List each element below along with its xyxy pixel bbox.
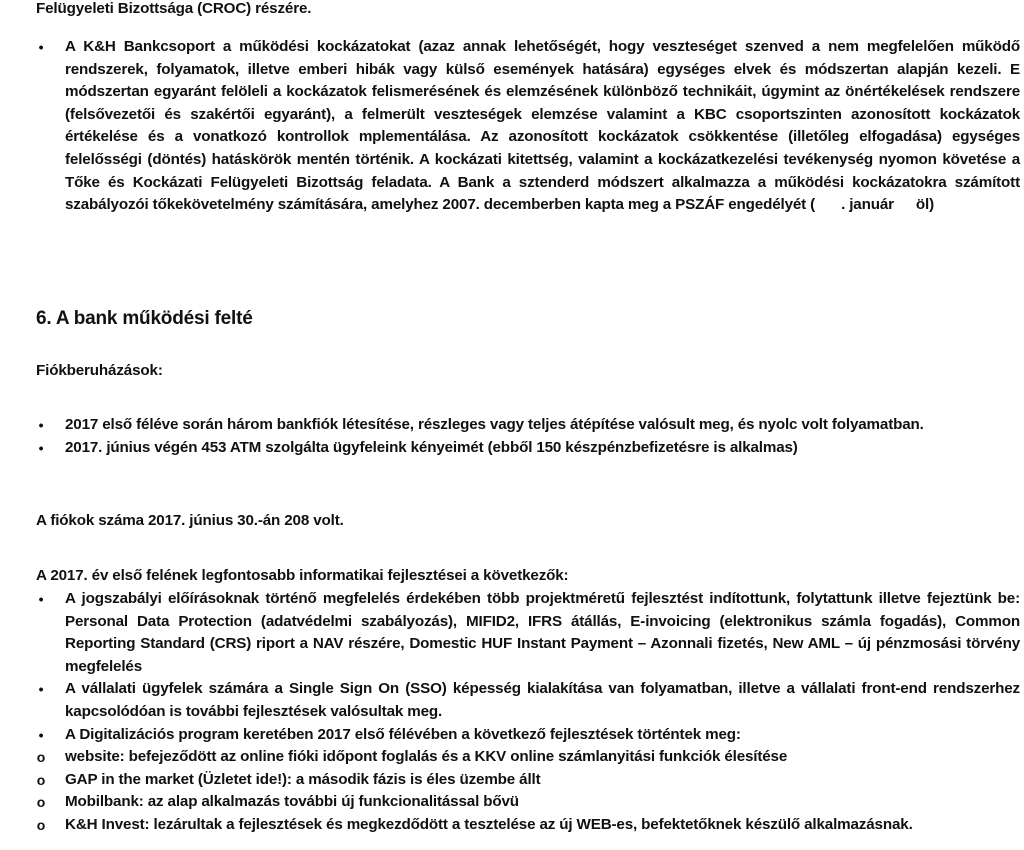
bullet-mark: • (38, 39, 44, 55)
it-bullet-list (0, 588, 1024, 837)
it-bullet (0, 678, 1024, 723)
sub-mark: o (36, 794, 46, 811)
digital-item-text: website: befejeződött az online fióki időpont foglalás és a KKV online számlanyitási funkciók élesítése (65, 748, 788, 766)
branch-bullet-list (0, 414, 1024, 459)
risk-text-1: A K&H Bankcsoport a (65, 38, 240, 55)
risk-bullet (0, 36, 1024, 217)
risk-text-3: . január (841, 196, 894, 214)
branch-bullet-text: 2017 első féléve során három bankfiók létesítése, részleges vagy teljes átépítése valósult meg, és nyolc volt folyamatban. (65, 416, 924, 433)
sub-mark: o (36, 749, 46, 766)
it-bullet-text: A vállalati ügyfelek számára a Single Sign On (SSO) képesség kialakítása van folyamatban, illetve a vállalati front-end rendszerhez kapcsolódóan is további fejlesztések valósultak meg. (65, 680, 1020, 720)
digital-item-text: GAP in the market (Üzletet ide!): a második fázis is éles üzembe állt (65, 770, 541, 788)
branch-count-line: A fiókok száma 2017. június 30.-án 208 volt. (36, 512, 344, 529)
digital-item (0, 791, 1024, 814)
section-heading: 6. A bank működési felté (36, 308, 253, 329)
digital-item (0, 814, 1024, 837)
top-line: Felügyeleti Bizottsága (CROC) részére. (36, 0, 312, 17)
sub-mark: o (36, 816, 46, 833)
bullet-mark: • (38, 591, 44, 607)
bullet-mark: • (38, 439, 44, 456)
branch-bullet-text: 2017. június végén 453 ATM szolgálta ügyfeleink kényeimét (ebből 150 készpénzbefizetésre is alkalmas) (65, 438, 798, 456)
sub-mark: o (36, 771, 46, 788)
it-intro: A 2017. év első felének legfontosabb informatikai fejlesztései a következők: (36, 567, 569, 584)
bullet-mark: • (38, 417, 44, 433)
digital-item-text: K&H Invest: lezárultak a fejlesztések és megkezdődött a tesztelése az új WEB-es, befektetőknek készülő alkalmazásnak. (65, 815, 913, 833)
bullet-mark: • (38, 726, 44, 743)
branch-label: Fiókberuházások: (36, 362, 163, 379)
it-bullet (0, 588, 1024, 678)
risk-bullet-list (0, 36, 1024, 217)
digital-item (0, 746, 1024, 769)
it-bullet-text: A Digitalizációs program keretében 2017 első félévében a következő fejlesztések történtek meg: (65, 725, 741, 743)
branch-bullet (0, 437, 1024, 460)
bullet-mark: • (38, 681, 44, 698)
it-bullet (0, 724, 1024, 747)
risk-text-4: öl) (915, 196, 934, 214)
branch-bullet (0, 414, 1024, 437)
it-bullet-text: A jogszabályi előírásoknak történő megfelelés érdekében több projektméretű fejlesztést indítottunk, folytattunk illetve fejeztünk be: Personal Data Protection (adatvédelmi szabályozás), MIFID2, IFRS átállás, E-invoicing (elektronikus számla fogadás), Common Reporting Standard (CRS) riport a NAV részére, Domestic HUF Instant Payment – Azonnali fizetés, New AML – új pénzmosási törvény megfelelés (65, 590, 1020, 675)
risk-emph: működési kockázatokat (239, 38, 411, 55)
digital-item-text: Mobilbank: az alap alkalmazás további új funkcionalitással bővü (65, 793, 519, 811)
risk-text-2: (azaz annak lehetőségét, hogy veszteséget szenved a nem megfelelően működő rendszerek, folyamatok, illetve emberi hibák vagy külső események hatására) egységes elvek és módszertan alapján kezeli. E módszertan egyaránt felöleli a kockázatok felismerésének és elemzésének különböző technikáit, úgymint az önértékelések rendszere (felsővezetői és szakértői egyaránt), a felmerült veszteségek elemzése valamint a KBC csoportszinten azonosított kockázatok értékelése és a vonatkozó kontrollok mplementálása. Az azonosított kockázatok csökkentése (illetőleg elfogadása) egységes felelősségi (döntés) hatáskörök mentén történik. A kockázati kitettség, valamint a kockázatkezelési tevékenység nyomon követése a Tőke és Kockázati Felügyeleti Bizottság feladata. A Bank a sztenderd módszert alkalmazza a működési kockázatokra számított szabályozói tőkekövetelmény számítására, amelyhez 2007. decemberben kapta meg a PSZÁF engedélyét ( (65, 38, 1020, 214)
digital-item (0, 769, 1024, 792)
